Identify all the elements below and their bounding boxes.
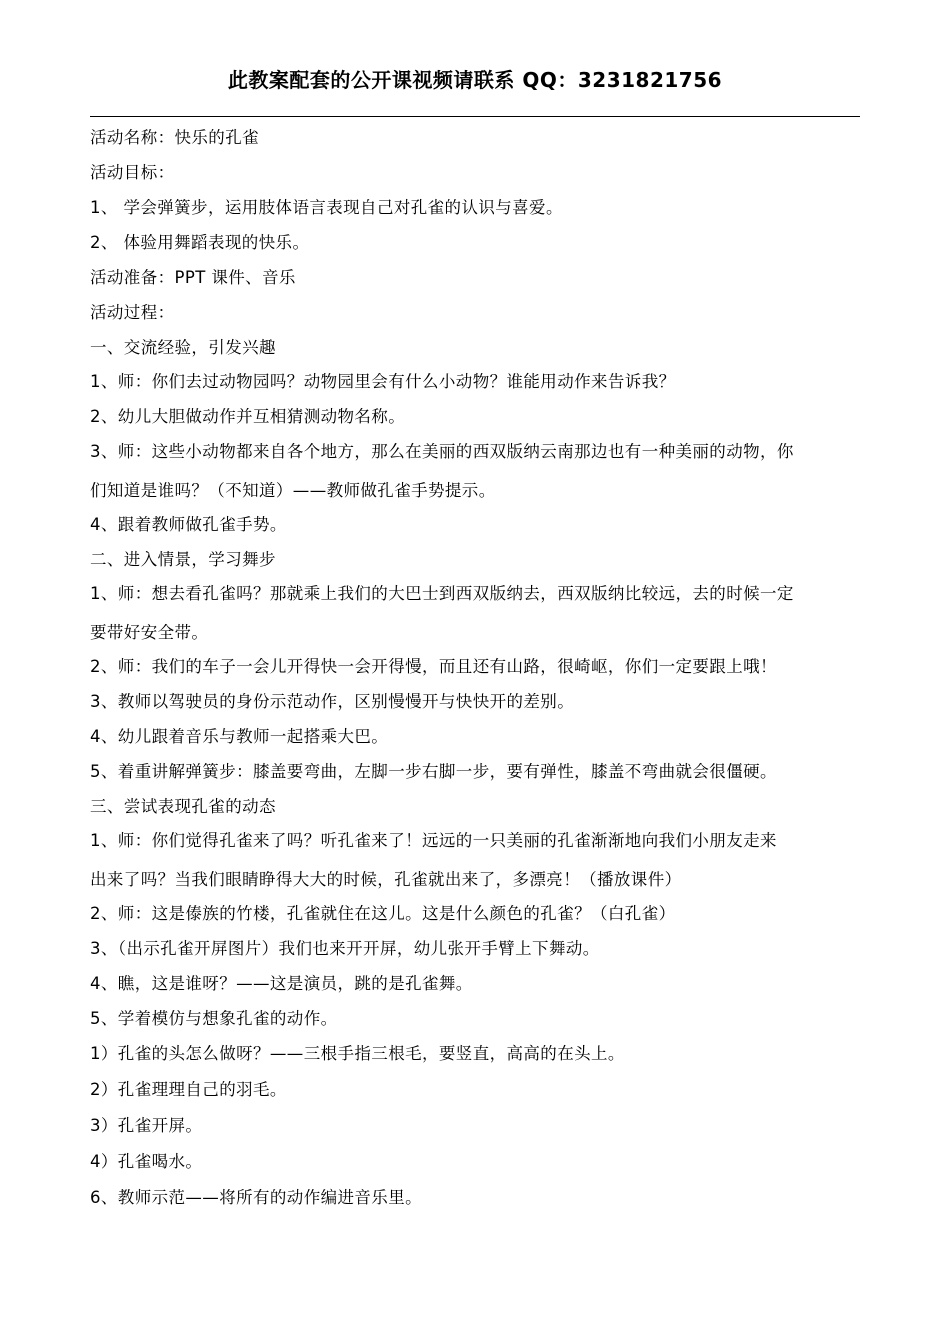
step-line: 5、学着模仿与想象孔雀的动作。 [90, 1009, 338, 1028]
step-line: 1、师：想去看孔雀吗？那就乘上我们的大巴士到西双版纳去，西双版纳比较远，去的时候一定 [90, 584, 794, 603]
goal-item: 2、 体验用舞蹈表现的快乐。 [90, 233, 310, 252]
step-line: 3、教师以驾驶员的身份示范动作，区别慢慢开与快快开的差别。 [90, 692, 575, 711]
sub-step-line: 2）孔雀理理自己的羽毛。 [90, 1080, 287, 1099]
step-line: 1、师：你们去过动物园吗？动物园里会有什么小动物？谁能用动作来告诉我？ [90, 372, 676, 391]
section-heading: 二、进入情景，学习舞步 [90, 550, 276, 569]
step-line: 4、幼儿跟着音乐与教师一起搭乘大巴。 [90, 727, 389, 746]
step-line-continued: 出来了吗？当我们眼睛睁得大大的时候，孔雀就出来了，多漂亮！（播放课件） [90, 870, 682, 889]
process-heading: 活动过程： [90, 303, 175, 322]
section-heading: 三、尝试表现孔雀的动态 [90, 797, 276, 816]
step-line: 4、瞧，这是谁呀？——这是演员，跳的是孔雀舞。 [90, 974, 473, 993]
step-line: 2、师：我们的车子一会儿开得快一会开得慢，而且还有山路，很崎岖，你们一定要跟上哦！ [90, 657, 777, 676]
step-line: 1、师：你们觉得孔雀来了吗？听孔雀来了！远远的一只美丽的孔雀渐渐地向我们小朋友走来 [90, 831, 777, 850]
goals-heading: 活动目标： [90, 163, 175, 182]
step-line: 3、（出示孔雀开屏图片）我们也来开开屏，幼儿张开手臂上下舞动。 [90, 939, 600, 958]
section-heading: 一、交流经验，引发兴趣 [90, 338, 276, 357]
header-divider [90, 116, 860, 117]
step-line-continued: 要带好安全带。 [90, 623, 209, 642]
step-line: 6、教师示范——将所有的动作编进音乐里。 [90, 1188, 422, 1207]
preparation: 活动准备：PPT 课件、音乐 [90, 268, 296, 287]
step-line: 5、着重讲解弹簧步：膝盖要弯曲，左脚一步右脚一步，要有弹性，膝盖不弯曲就会很僵硬。 [90, 762, 777, 781]
sub-step-line: 3）孔雀开屏。 [90, 1116, 203, 1135]
sub-step-line: 4）孔雀喝水。 [90, 1152, 203, 1171]
goal-item: 1、 学会弹簧步，运用肢体语言表现自己对孔雀的认识与喜爱。 [90, 198, 563, 217]
step-line: 4、跟着教师做孔雀手势。 [90, 515, 287, 534]
sub-step-line: 1）孔雀的头怎么做呀？——三根手指三根毛，要竖直，高高的在头上。 [90, 1044, 625, 1063]
step-line: 3、师：这些小动物都来自各个地方，那么在美丽的西双版纳云南那边也有一种美丽的动物，你 [90, 442, 794, 461]
step-line: 2、师：这是傣族的竹楼，孔雀就住在这儿。这是什么颜色的孔雀？（白孔雀） [90, 904, 676, 923]
step-line: 2、幼儿大胆做动作并互相猜测动物名称。 [90, 407, 406, 426]
page-header-title: 此教案配套的公开课视频请联系 QQ：3231821756 [227, 68, 723, 92]
step-line-continued: 们知道是谁吗？（不知道）——教师做孔雀手势提示。 [90, 481, 496, 500]
activity-name: 活动名称：快乐的孔雀 [90, 128, 259, 147]
